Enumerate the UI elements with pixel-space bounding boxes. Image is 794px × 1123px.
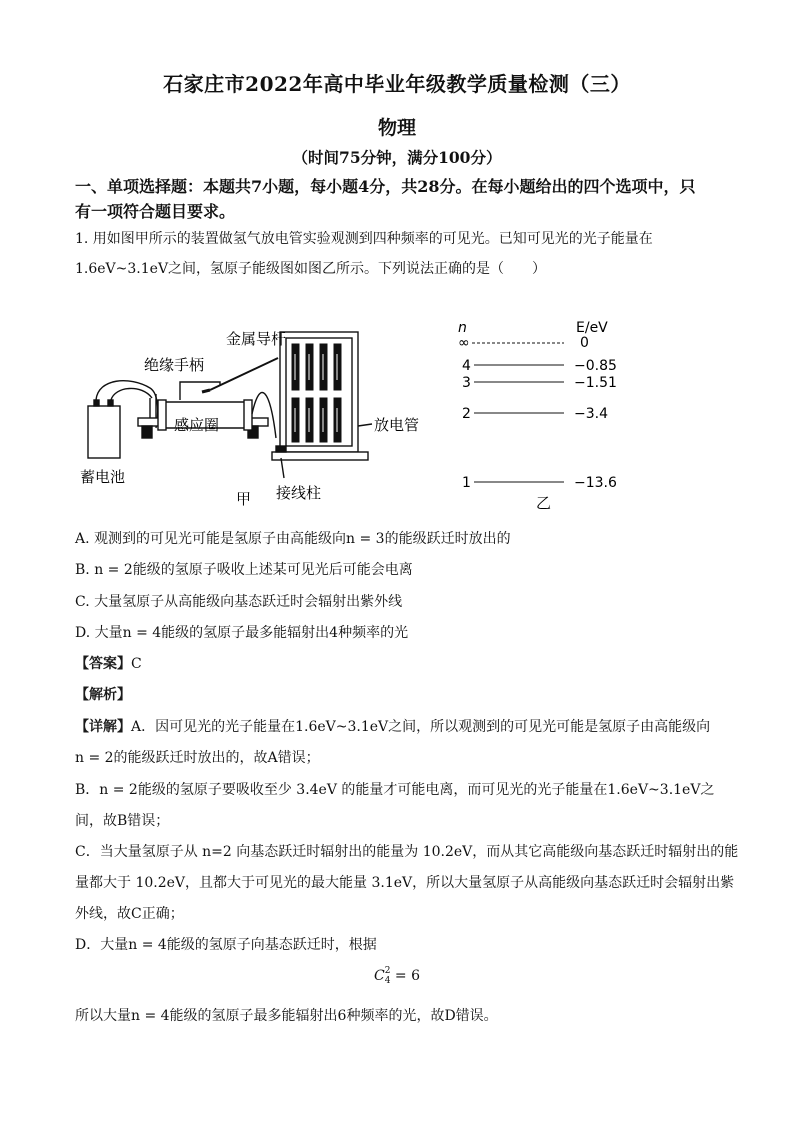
level-e-4: −0.85 [574, 358, 617, 374]
time-info: （时间75分钟，满分100分） [292, 148, 502, 167]
exam-title: 石家庄市2022年高中毕业年级教学质量检测（三） [163, 72, 631, 96]
section-heading-line1: 一、单项选择题：本题共7小题，每小题4分，共28分。在每小题给出的四个选项中，只 [75, 177, 696, 196]
detail-b-line1: B．n = 2能级的氢原子要吸收至少 3.4eV 的能量才可能电离，而可见光的光子能量在1.6eV~3.1eV之 [75, 782, 715, 798]
question-1-line1: 1. 用如图甲所示的装置做氢气放电管实验观测到四种频率的可见光。已知可见光的光子能量在 [75, 231, 653, 247]
level-e-2: −3.4 [574, 406, 608, 422]
question-1-line2: 1.6eV~3.1eV之间，氢原子能级图如图乙所示。下列说法正确的是（ ） [75, 261, 547, 277]
subject-heading: 物理 [377, 117, 416, 139]
level-n-1: 1 [462, 475, 471, 491]
figure-apparatus [80, 318, 440, 508]
detail-a-line2: n = 2的能级跃迁时放出的，故A错误； [75, 750, 320, 766]
combination-formula: C 2 4 = 6 [374, 966, 420, 986]
energy-axis-label: E/eV [576, 320, 608, 336]
label-battery: 蓄电池 [80, 468, 126, 486]
option-a: A. 观测到的可见光可能是氢原子由高能级向n = 3的能级跃迁时放出的 [75, 531, 511, 547]
detail-label: 【详解】 [75, 719, 131, 735]
level-n-inf: ∞ [458, 335, 470, 351]
analysis-label: 【解析】 [75, 687, 131, 703]
caption-jia: 甲 [236, 490, 252, 508]
detail-d-line2: 所以大量n = 4能级的氢原子最多能辐射出6种频率的光，故D错误。 [75, 1008, 498, 1024]
label-terminal: 接线柱 [276, 484, 322, 502]
answer-value: C [131, 656, 142, 672]
level-e-1: −13.6 [574, 475, 617, 491]
detail-c-line3: 外线，故C正确； [75, 906, 184, 922]
level-n-4: 4 [462, 358, 471, 374]
metal-rod [210, 358, 278, 390]
label-discharge-tube: 放电管 [374, 416, 420, 434]
option-b: B. n = 2能级的氢原子吸收上述某可见光后可能会电离 [75, 562, 413, 578]
label-handle: 绝缘手柄 [144, 356, 205, 374]
detail-c-line2: 量都大于 10.2eV，且都大于可见光的最大能量 3.1eV，所以大量氢原子从高能级向基态跃迁时会辐射出紫 [75, 875, 735, 891]
section-heading-line2: 有一项符合题目要求。 [75, 202, 236, 221]
answer-label: 【答案】 [75, 656, 131, 672]
level-e-3: −1.51 [574, 375, 617, 391]
label-coil: 感应圈 [174, 416, 220, 434]
detail-b-line2: 间，故B错误； [75, 813, 170, 829]
answer-line [75, 653, 142, 673]
figure-energy-levels [452, 318, 642, 514]
caption-yi: 乙 [536, 494, 552, 512]
option-c: C. 大量氢原子从高能级向基态跃迁时会辐射出紫外线 [75, 594, 403, 610]
detail-d-line1: D．大量n = 4能级的氢原子向基态跃迁时，根据 [75, 937, 377, 953]
n-axis-label: n [458, 320, 467, 336]
level-n-3: 3 [462, 375, 471, 391]
battery-icon [88, 406, 120, 458]
level-n-2: 2 [462, 406, 471, 422]
label-metal-rod: 金属导杆 [226, 330, 287, 348]
detail-a-line1: 【详解】A．因可见光的光子能量在1.6eV~3.1eV之间，所以观测到的可见光可能是氢原子由高能级向 [75, 719, 711, 735]
option-d: D. 大量n = 4能级的氢原子最多能辐射出4种频率的光 [75, 625, 409, 641]
level-e-inf: 0 [580, 335, 589, 351]
detail-c-line1: C．当大量氢原子从 n=2 向基态跃迁时辐射出的能量为 10.2eV，而从其它高能级向基态跃迁时辐射出的能 [75, 844, 739, 860]
